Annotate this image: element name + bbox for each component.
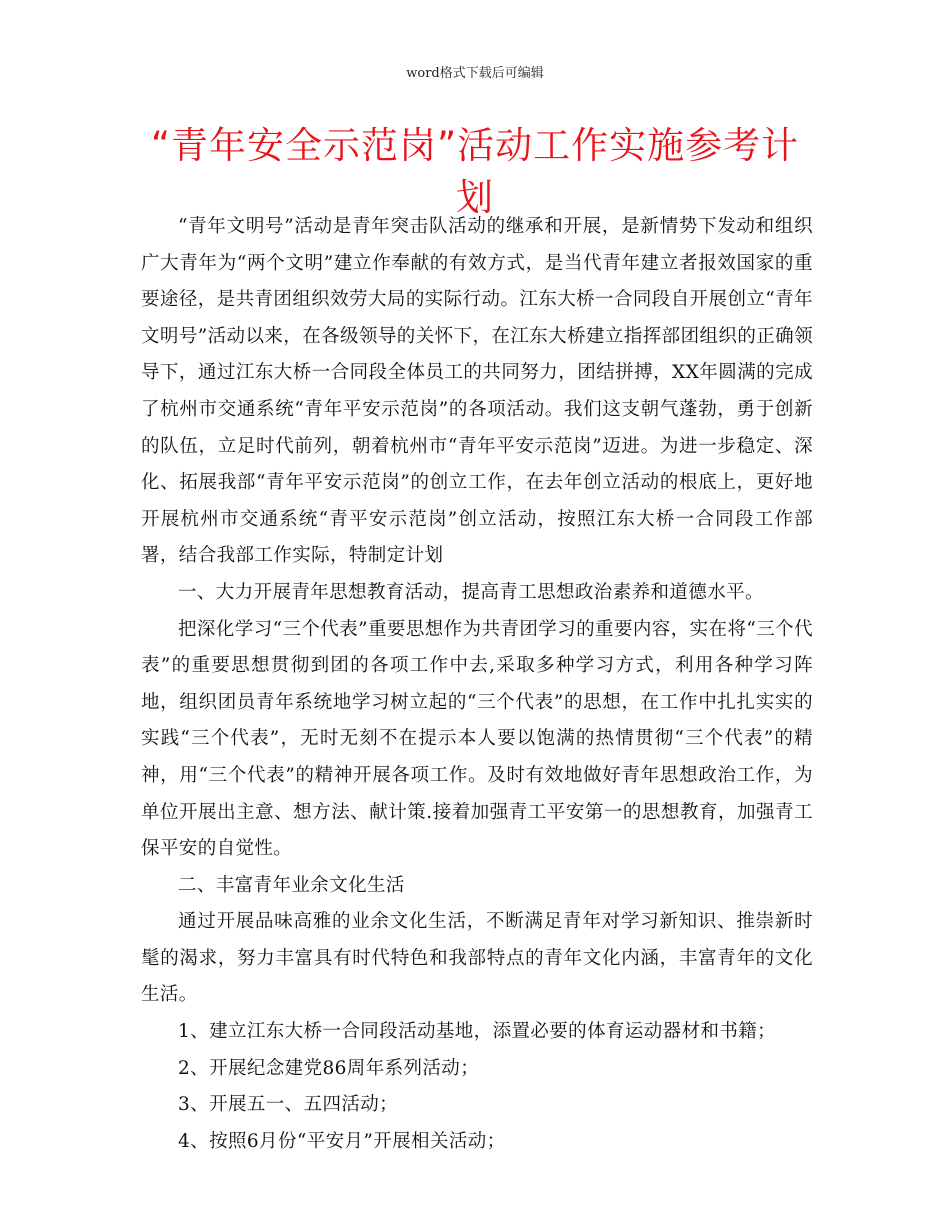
page-header: word格式下载后可编辑: [406, 66, 544, 81]
list-item: 2、开展纪念建党86周年系列活动；: [178, 1057, 480, 1079]
list-item: 3、开展五一、五四活动；: [178, 1094, 399, 1116]
paragraph-section-2: 通过开展品味高雅的业余文化生活，不断满足青年对学习新知识、推崇新时髦的渴求，努力丰富具有时代特色和我部特点的青年文化内涵，丰富青年的文化生活。: [141, 911, 813, 1006]
section-heading-1: 一、大力开展青年思想教育活动，提高青工思想政治素养和道德水平。: [178, 581, 764, 603]
document-body: [141, 209, 813, 1160]
list-item: 1、建立江东大桥一合同段活动基地，添置必要的体育运动器材和书籍；: [178, 1021, 777, 1043]
paragraph-section-1: 把深化学习“三个代表”重要思想作为共青团学习的重要内容，实在将“三个代表”的重要思想贯彻到团的各项工作中去,采取多种学习方式，利用各种学习阵地，组织团员青年系统地学习树立起的“三个代表”的思想，在工作中扎扎实实的实践“三个代表”，无时无刻不在提示本人要以饱满的热情贯彻“三个代表”的精神，用“三个代表”的精神开展各项工作。及时有效地做好青年思想政治工作，为单位开展出主意、想方法、献计策.接着加强青工平安第一的思想教育，加强青工保平安的自觉性。: [141, 618, 813, 860]
paragraph-intro: “青年文明号”活动是青年突击队活动的继承和开展，是新情势下发动和组织广大青年为“两个文明”建立作奉献的有效方式，是当代青年建立者报效国家的重要途径，是共青团组织效劳大局的实际行动。江东大桥一合同段自开展创立“青年文明号”活动以来，在各级领导的关怀下，在江东大桥建立指挥部团组织的正确领导下，通过江东大桥一合同段全体员工的共同努力，团结拼搏，XX年圆满的完成了杭州市交通系统“青年平安示范岗”的各项活动。我们这支朝气蓬勃，勇于创新的队伍，立足时代前列，朝着杭州市“青年平安示范岗”迈进。为进一步稳定、深化、拓展我部“青年平安示范岗”的创立工作，在去年创立活动的根底上，更好地开展杭州市交通系统“青平安示范岗”创立活动，按照江东大桥一合同段工作部署，结合我部工作实际，特制定计划: [141, 216, 813, 567]
document-title: “青年安全示范岗”活动工作实施参考计划: [150, 124, 800, 219]
section-heading-2: 二、丰富青年业余文化生活: [178, 874, 405, 896]
list-item: 4、按照6月份“平安月”开展相关活动；: [178, 1130, 506, 1152]
